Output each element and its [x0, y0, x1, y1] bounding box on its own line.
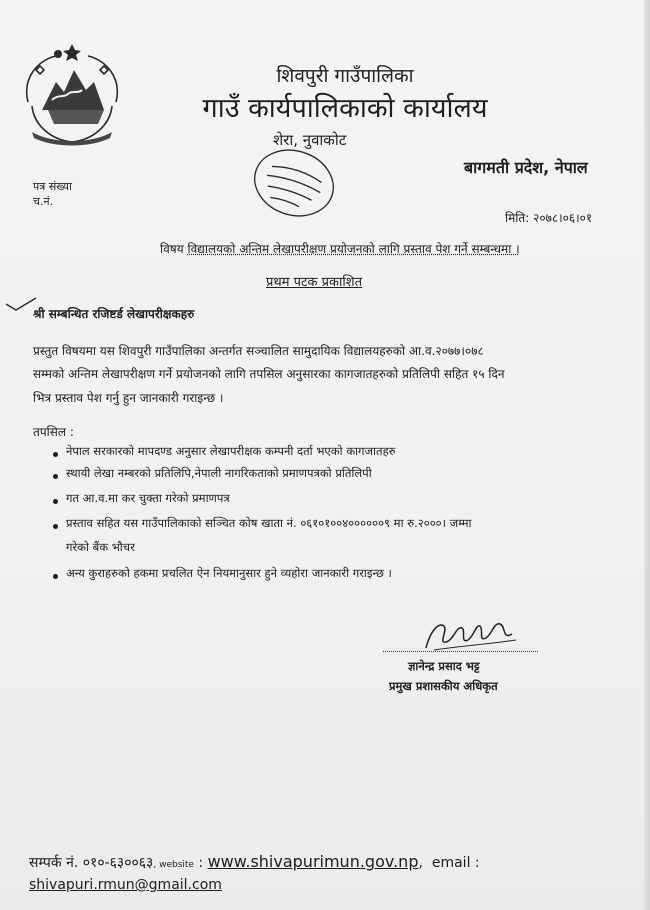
- signature-line: [383, 651, 538, 652]
- list-item: गत आ.व.मा कर चुक्ता गरेको प्रमाणपत्र: [66, 491, 230, 505]
- province-label: बागमती प्रदेश, नेपाल: [464, 158, 588, 177]
- municipality-name: शिवपुरी गाउँपालिका: [276, 65, 414, 87]
- phone-number: ०१०-६३००६३: [82, 855, 154, 871]
- subject-line: [160, 240, 520, 257]
- email-link[interactable]: shivapuri.rmun@gmail.com: [29, 877, 222, 893]
- handwritten-signature: [420, 614, 520, 656]
- list-heading: तपसिल :: [33, 425, 74, 439]
- publication-notice: प्रथम पटक प्रकाशित: [266, 275, 363, 290]
- list-item: प्रस्ताव सहित यस गाउँपालिकाको सञ्चित कोष खाता नं. ०६१०१००४००००००९ मा रु.२०००। जम्मा: [66, 516, 472, 530]
- addressee: श्री सम्बन्धित रजिष्टर्ड लेखापरीक्षकहरु: [33, 307, 195, 321]
- body-line: भित्र प्रस्ताव पेश गर्नु हुन जानकारी गराइन्छ ।: [33, 391, 224, 405]
- signatory-name: ज्ञानेन्द्र प्रसाद भट्ट: [408, 659, 480, 673]
- page-edge-shadow: [644, 0, 650, 910]
- website-label: website: [159, 860, 194, 870]
- bullet-icon: [53, 452, 58, 457]
- body-line: प्रस्तुत विषयमा यस शिवपुरी गाउँपालिका अन्तर्गत सञ्चालित सामुदायिक विद्यालयहरुको आ.व.२०७७।०७८: [33, 344, 484, 358]
- date-label: मिति:: [505, 211, 530, 225]
- bullet-icon: [53, 499, 58, 504]
- list-item-continuation: गरेको बैंक भौचर: [66, 540, 135, 554]
- date-value: २०७८।०६।०१: [533, 211, 593, 225]
- phone-label: सम्पर्क नं: [29, 855, 74, 871]
- bullet-icon: [53, 574, 58, 579]
- email-label: email :: [431, 855, 480, 871]
- contact-line: सम्पर्क नं. ०१०-६३००६३, website : www.shivapurimun.gov.np, email :: [29, 852, 480, 871]
- office-title: गाउँ कार्यपालिकाको कार्यालय: [202, 93, 488, 124]
- letter-date: [505, 209, 592, 226]
- list-item: नेपाल सरकारको मापदण्ड अनुसार लेखापरीक्षक कम्पनी दर्ता भएको कागजातहरु: [66, 444, 396, 458]
- website-link[interactable]: www.shivapurimun.gov.np: [207, 852, 419, 871]
- list-item: स्थायी लेखा नम्बरको प्रतिलिपि,नेपाली नागरिकताको प्रमाणपत्रको प्रतिलिपी: [66, 466, 372, 480]
- bullet-icon: [53, 474, 58, 479]
- body-line: सम्मको अन्तिम लेखापरीक्षण गर्ने प्रयोजनको लागि तपसिल अनुसारका कागजातहरुको प्रतिलिपी सहित १५ दिन: [33, 367, 505, 381]
- subject-text: विद्यालयको अन्तिम लेखापरीक्षण प्रयोजनको लागि प्रस्ताव पेश गर्ने सम्बन्धमा ।: [187, 242, 520, 256]
- dispatch-stamp: [246, 142, 342, 224]
- signatory-title: प्रमुख प्रशासकीय अधिकृत: [389, 679, 498, 693]
- dispatch-number-label: च.नं.: [33, 195, 54, 208]
- office-address: शेरा, नुवाकोट: [273, 131, 347, 149]
- list-item: अन्य कुराहरुको हकमा प्रचलित ऐन नियमानुसार हुने व्यहोरा जानकारी गराइन्छ ।: [66, 566, 392, 580]
- letter-number-label: पत्र संख्या: [33, 180, 72, 193]
- subject-label: विषय: [160, 242, 184, 256]
- bullet-icon: [53, 524, 58, 529]
